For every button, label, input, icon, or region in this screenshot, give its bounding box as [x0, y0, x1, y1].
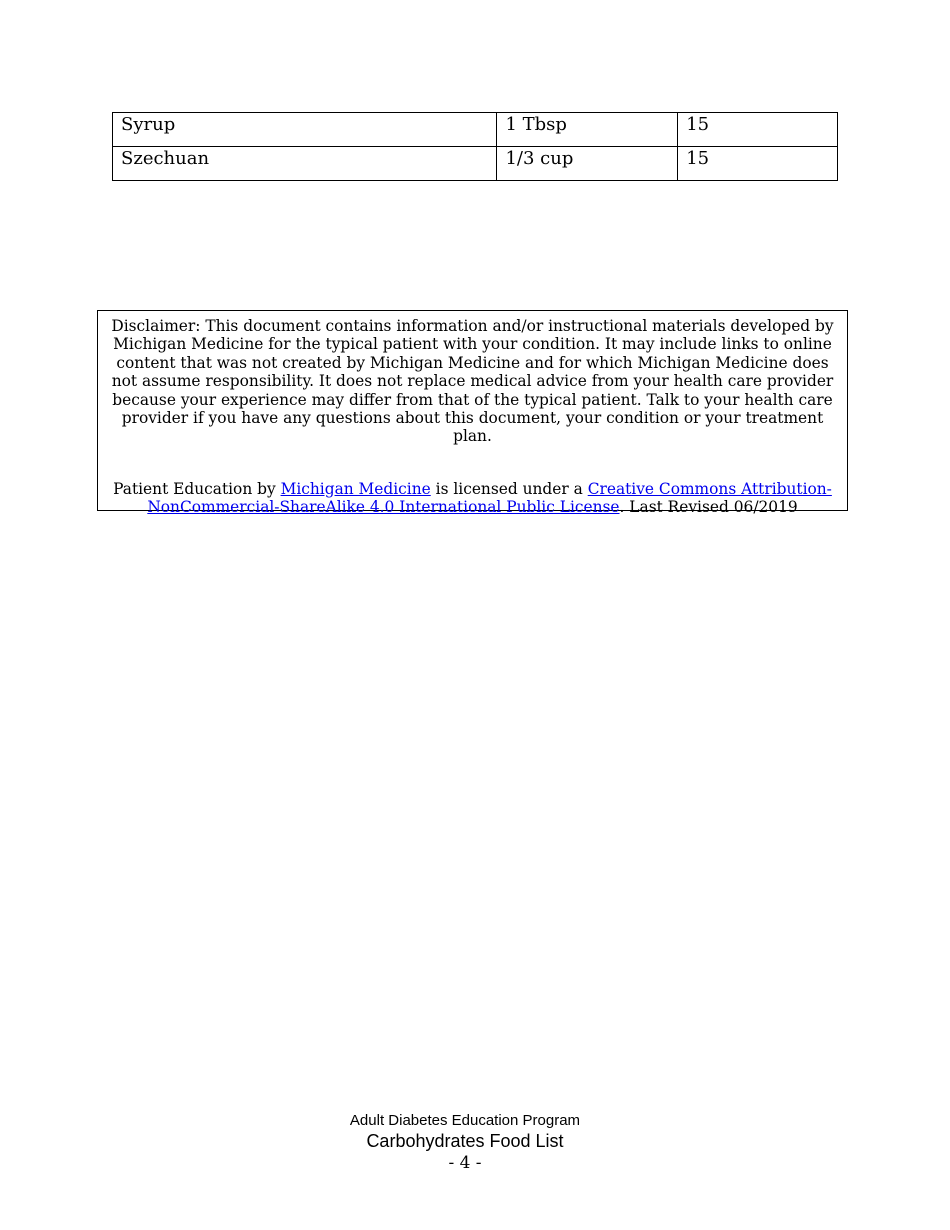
serving-size-cell: 1/3 cup	[497, 147, 678, 181]
carbohydrate-food-table	[112, 112, 838, 181]
disclaimer-box	[97, 310, 848, 517]
disclaimer-text: Disclaimer: This document contains information and/or instructional materials developed by Michigan Medicine for the typical patient with your condition. It may include links to online content that was not created by Michigan Medicine and for which Michigan Medicine does not assume responsibility. It does not replace medical advice from your health care provider because your experience may differ from that of the typical patient. Talk to your health care provider if you have any questions about this document, your condition or your treatment plan.	[111, 317, 834, 446]
food-name-cell: Syrup	[113, 113, 497, 147]
table-row	[113, 113, 838, 147]
license-statement	[108, 480, 837, 517]
page-number: - 4 -	[448, 1153, 482, 1173]
last-revised-text: . Last Revised 06/2019	[619, 498, 798, 517]
serving-size-cell: 1 Tbsp	[497, 113, 678, 147]
carb-grams-cell: 15	[678, 113, 838, 147]
creative-commons-license-link[interactable]: Creative Commons Attribution-NonCommercial-ShareAlike 4.0 International Public License	[147, 479, 832, 517]
license-prefix: Patient Education by	[113, 479, 281, 498]
license-middle: is licensed under a	[430, 479, 588, 498]
footer-document-title: Carbohydrates Food List	[366, 1131, 564, 1151]
footer-program-name: Adult Diabetes Education Program	[349, 1112, 581, 1129]
page-footer	[0, 1112, 930, 1174]
carb-grams-cell: 15	[678, 147, 838, 181]
michigan-medicine-link[interactable]: Michigan Medicine	[280, 479, 431, 498]
food-name-cell: Szechuan	[113, 147, 497, 181]
table-row	[113, 147, 838, 181]
